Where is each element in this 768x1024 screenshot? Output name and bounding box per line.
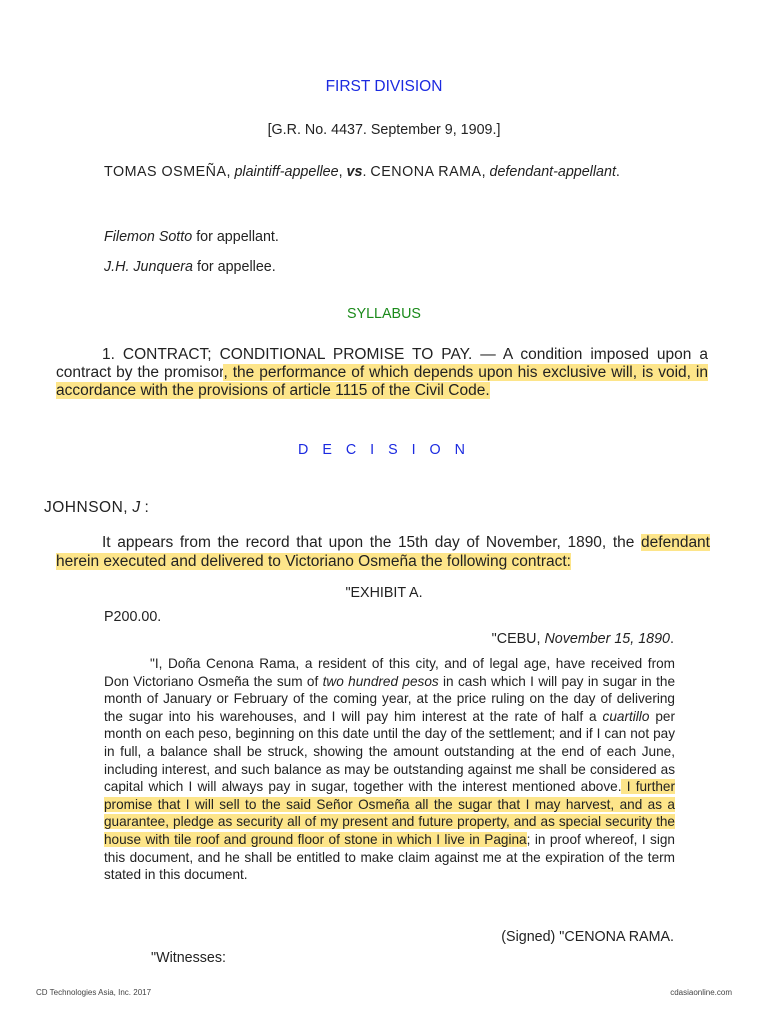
paragraph-highlight: defendant herein executed and delivered to Victoriano Osmeña the following contract:	[56, 534, 710, 570]
counsel-name: Filemon Sotto	[104, 229, 193, 245]
counsel-appellant	[104, 228, 279, 246]
exhibit-place: "CEBU,	[491, 631, 541, 647]
exhibit-highlight: I further promise that I will sell to the said Señor Osmeña all the sugar that I may harvest, and as a guarantee, pledge as security all of my present and future property, and as special security the house with tile roof and ground floor of stone in which I live in Pagina	[104, 779, 675, 847]
exhibit-text: ; in proof whereof, I sign this document, and he shall be entitled to make claim against me at the expiration of the term stated in this document.	[104, 831, 675, 883]
plaintiff-name: TOMAS OSMEÑA	[104, 164, 227, 180]
exhibit-amount: P200.00.	[104, 609, 162, 625]
defendant-name: CENONA RAMA	[370, 164, 482, 180]
judge-suffix: J	[132, 499, 141, 516]
decision-heading: D E C I S I O N	[298, 442, 470, 458]
counsel-name: J.H. Junquera	[104, 259, 194, 275]
plaintiff-role: plaintiff-appellee	[234, 164, 339, 180]
counsel-appellee	[104, 258, 276, 276]
exhibit-text: per month on each peso, beginning on this date until the day of the settlement; and if I can not pay in full, a balance shall be struck, showing the amount outstanding at the end of each June, including interest, and such balance as may be outstanding against me shall be considered as capital which I will always pay in sugar, together with the interest mentioned above.	[104, 708, 675, 795]
exhibit-text: "I, Doña Cenona Rama, a resident of this city, and of legal age, have received from Don Victoriano Osmeña the sum of	[104, 656, 675, 689]
case-parties: TOMAS OSMEÑA, plaintiff-appellee, vs. CENONA RAMA, defendant-appellant.	[104, 164, 620, 180]
defendant-role: defendant-appellant	[489, 164, 616, 180]
exhibit-emphasis: two hundred pesos	[322, 673, 439, 689]
footer-site: cdasiaonline.com	[670, 988, 732, 997]
exhibit-emphasis: cuartillo	[602, 708, 650, 724]
division-heading: FIRST DIVISION	[325, 78, 443, 95]
footer-publisher: CD Technologies Asia, Inc. 2017	[36, 988, 152, 997]
paragraph-text: It appears from the record that upon the 15th day of November, 1890, the	[102, 534, 642, 551]
syllabus-heading: SYLLABUS	[347, 306, 421, 322]
exhibit-signature: (Signed) "CENONA RAMA.	[501, 929, 674, 945]
syllabus-text: 1. CONTRACT; CONDITIONAL PROMISE TO PAY. — A condition imposed upon a contract by the promisor	[56, 346, 708, 381]
judge-name: JOHNSON,	[44, 499, 129, 516]
versus: vs	[346, 164, 363, 180]
case-citation: [G.R. No. 4437. September 9, 1909.]	[267, 122, 501, 138]
exhibit-text: in cash which I will pay in sugar in the month of January or February of the coming year, at the price ruling on the day of delivering the sugar into his warehouses, and I will pay him interest at the rate of half a	[104, 673, 675, 724]
counsel-role: for appellee.	[197, 259, 276, 275]
syllabus-paragraph	[56, 346, 708, 400]
exhibit-witnesses: "Witnesses:	[151, 950, 226, 966]
decision-paragraph	[56, 533, 710, 571]
exhibit-date: November 15, 1890	[544, 631, 671, 647]
exhibit-place-date: "CEBU, November 15, 1890.	[491, 631, 674, 647]
exhibit-body	[104, 655, 675, 884]
syllabus-highlight: , the performance of which depends upon his exclusive will, is void, in accordance with the provisions of article 1115 of the Civil Code.	[56, 364, 708, 399]
judge-line: JOHNSON, J :	[44, 499, 149, 516]
counsel-role: for appellant.	[196, 229, 279, 245]
exhibit-label: "EXHIBIT A.	[345, 585, 423, 601]
